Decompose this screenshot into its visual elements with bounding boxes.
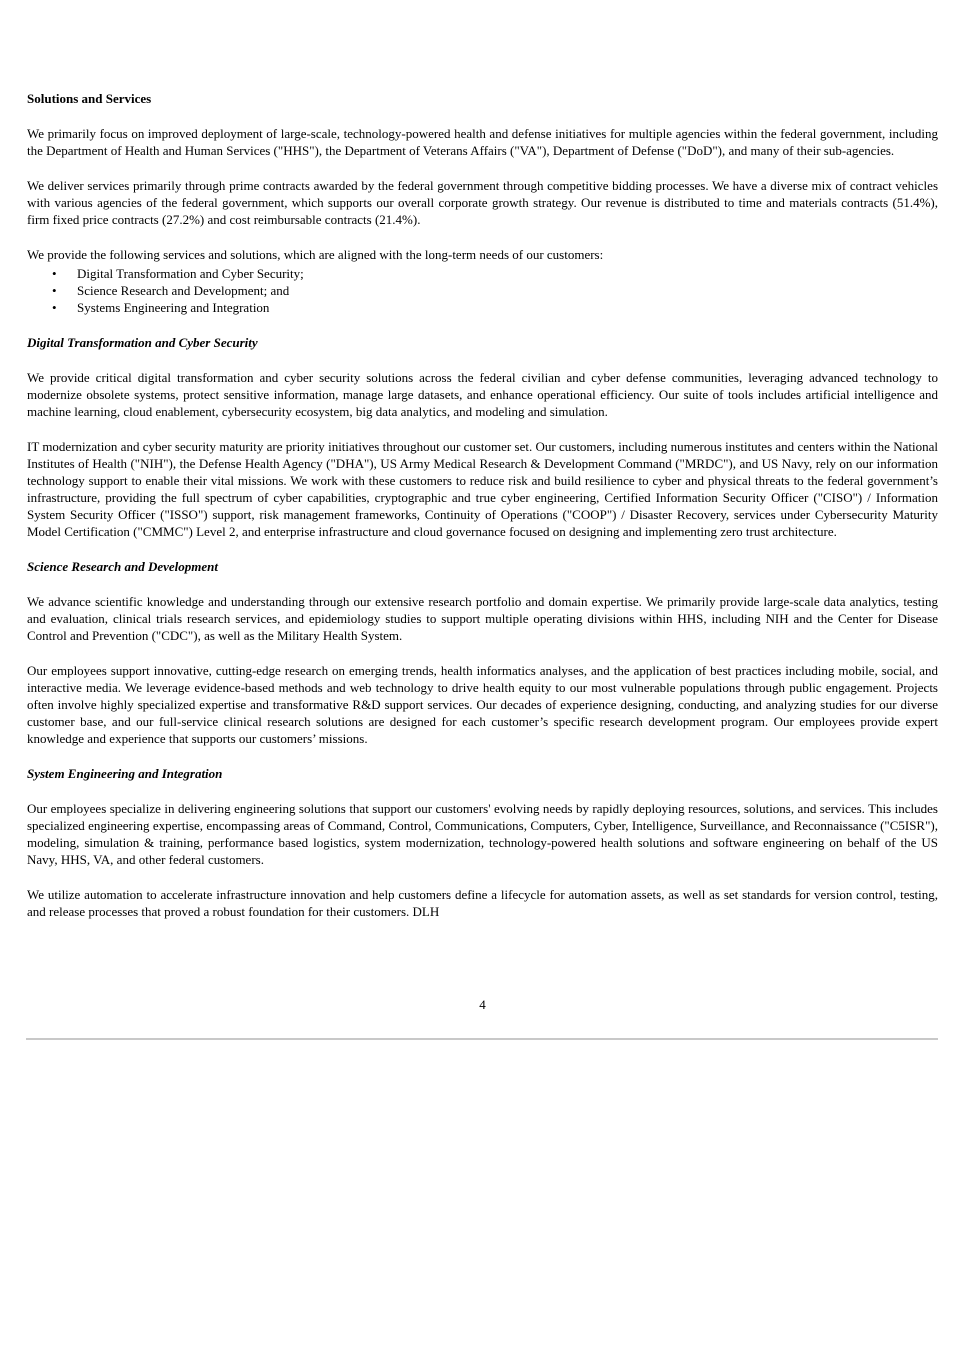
digital-paragraph-2: IT modernization and cyber security maturity are priority initiatives throughout our customer set. Our customers, including numerous institutes and centers within the National Institutes of Health ("NIH"), the Defense Health Agency ("DHA"), US Army Medical Research & Development Command ("MRDC"), and US Navy, rely on our information technology support to enable their vital missions. We work with these customers to reduce risk and build resilience to cyber and physical threats to the federal government’s infrastructure, providing the full spectrum of cyber capabilities, cryptographic and true cyber engineering, Certified Information Security Officer ("CISO") / Information System Security Officer ("ISSO") support, risk management frameworks, Continuity of Operations ("COOP") / Disaster Recovery, services under Cybersecurity Maturity Model Certification ("CMMC") Level 2, and enterprise infrastructure and cloud governance focused on designing and implementing zero trust architecture.: [27, 439, 938, 539]
intro-paragraph-2: We deliver services primarily through prime contracts awarded by the federal government through competitive bidding processes. We have a diverse mix of contract vehicles with various agencies of the federal government, which supports our overall corporate growth strategy. Our revenue is distributed to time and materials contracts (51.4%), firm fixed price contracts (27.2%) and cost reimbursable contracts (21.4%).: [27, 178, 938, 227]
list-item-text: Systems Engineering and Integration: [77, 300, 270, 315]
list-item: [27, 265, 938, 282]
services-list: [27, 265, 938, 316]
intro-paragraph-1: We primarily focus on improved deployment of large-scale, technology-powered health and defense initiatives for multiple agencies within the federal government, including the Department of Health and Human Services ("HHS"), the Department of Veterans Affairs ("VA"), Department of Defense ("DoD"), and many of their sub-agencies.: [27, 126, 938, 158]
list-item-text: Digital Transformation and Cyber Security;: [77, 266, 304, 281]
page-divider: [26, 1038, 938, 1040]
list-item: [27, 282, 938, 299]
bullet-icon: •: [52, 283, 57, 298]
systems-paragraph-1: Our employees specialize in delivering engineering solutions that support our customers' evolving needs by rapidly deploying resources, solutions, and services. This includes specialized engineering expertise, encompassing areas of Command, Control, Communications, Computers, Cyber, Intelligence, Surveillance, and Reconnaissance ("C5ISR"), modeling, simulation & training, performance based logistics, system modernization, technology-powered health solutions and software engineering on behalf of the US Navy, HHS, VA, and other federal customers.: [27, 801, 938, 867]
science-paragraph-1: We advance scientific knowledge and understanding through our extensive research portfolio and domain expertise. We primarily provide large-scale data analytics, testing and evaluation, clinical trials research services, and epidemiology studies to support multiple operating divisions within HHS, including NIH and the Center for Disease Control and Prevention ("CDC"), as well as the Military Health System.: [27, 594, 938, 643]
list-item: [27, 299, 938, 316]
section-heading: Solutions and Services: [27, 91, 152, 106]
digital-paragraph-1: We provide critical digital transformation and cyber security solutions across the federal civilian and cyber defense communities, leveraging advanced technology to modernize obsolete systems, protect sensitive information, manage large datasets, and enhance operational efficiency. Our suite of tools includes artificial intelligence and machine learning, cloud enablement, cybersecurity ecosystem, big data analytics, and modeling and simulation.: [27, 370, 938, 419]
page-number: 4: [479, 997, 486, 1012]
list-item-text: Science Research and Development; and: [77, 283, 290, 298]
document-page: [27, 90, 938, 938]
digital-transformation-heading: Digital Transformation and Cyber Security: [27, 335, 258, 350]
science-research-heading: Science Research and Development: [27, 559, 218, 574]
systems-paragraph-2: We utilize automation to accelerate infrastructure innovation and help customers define a lifecycle for automation assets, as well as set standards for version control, testing, and release processes that proved a robust foundation for their customers. DLH: [27, 887, 938, 919]
science-paragraph-2: Our employees support innovative, cutting-edge research on emerging trends, health informatics analyses, and the application of best practices including mobile, social, and interactive media. We leverage evidence-based methods and web technology to drive health equity to our most vulnerable populations through public engagement. Projects often involve highly specialized expertise and transformative R&D support services. Our decades of experience designing, conducting, and analyzing studies for our diverse customer base, and our full-service clinical research solutions are designed for each customer’s specific research development program. Our employees provide expert knowledge and experience that supports our customers’ missions.: [27, 663, 938, 746]
bullet-icon: •: [52, 300, 57, 315]
bullet-icon: •: [52, 266, 57, 281]
systems-engineering-heading: System Engineering and Integration: [27, 766, 223, 781]
intro-paragraph-3: We provide the following services and solutions, which are aligned with the long-term needs of our customers:: [27, 247, 604, 262]
